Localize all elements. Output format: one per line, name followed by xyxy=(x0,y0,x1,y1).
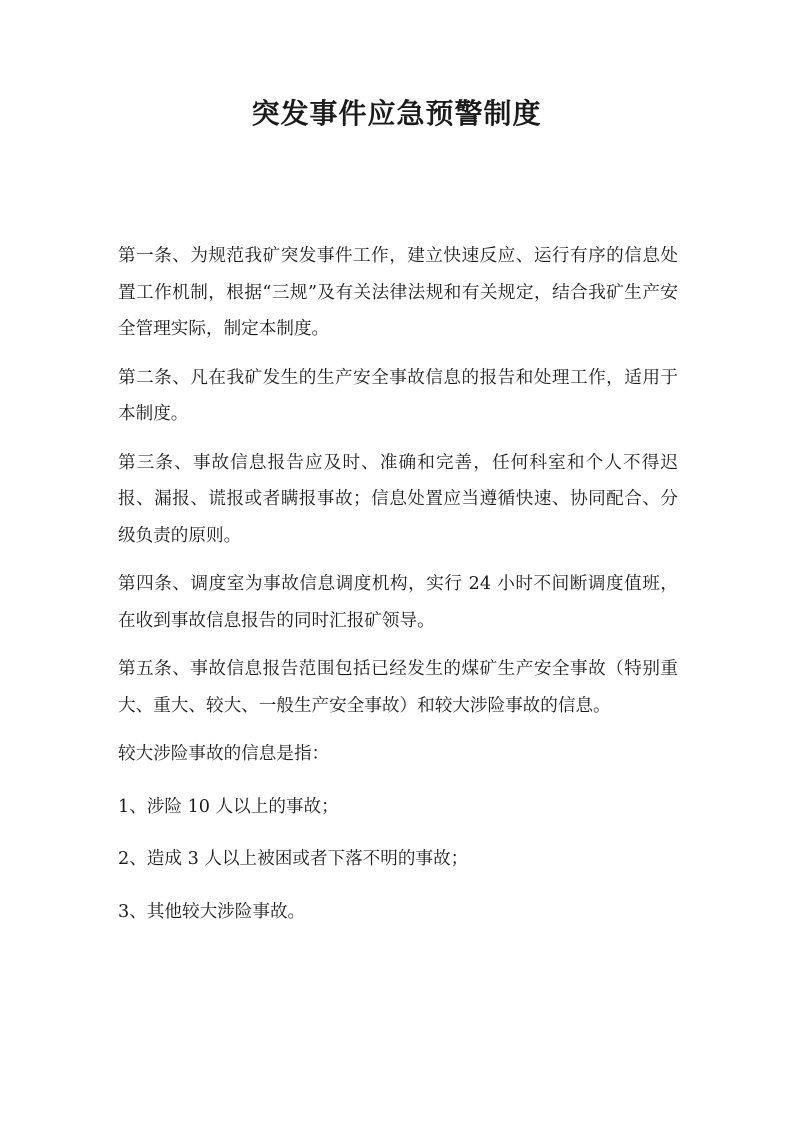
article-2: 第二条、凡在我矿发生的生产安全事故信息的报告和处理工作，适用于本制度。 xyxy=(118,367,678,424)
document-body xyxy=(118,238,678,946)
article-4: 第四条、调度室为事故信息调度机构，实行 24 小时不间断调度值班，在收到事故信息报告的同时汇报矿领导。 xyxy=(118,574,678,631)
article-5: 第五条、事故信息报告范围包括已经发生的煤矿生产安全事故（特别重大、重大、较大、一般生产安全事故）和较大涉险事故的信息。 xyxy=(118,659,678,716)
list-item-2: 2、造成 3 人以上被困或者下落不明的事故； xyxy=(118,849,469,869)
document-title: 突发事件应急预警制度 xyxy=(251,97,542,130)
list-intro: 较大涉险事故的信息是指： xyxy=(118,744,330,764)
article-1: 第一条、为规范我矿突发事件工作，建立快速反应、运行有序的信息处置工作机制，根据“三规”及有关法律法规和有关规定，结合我矿生产安全管理实际，制定本制度。 xyxy=(118,246,678,339)
article-3: 第三条、事故信息报告应及时、准确和完善，任何科室和个人不得迟报、漏报、谎报或者瞒报事故；信息处置应当遵循快速、协同配合、分级负责的原则。 xyxy=(118,452,678,546)
list-item-3: 3、其他较大涉险事故。 xyxy=(118,901,306,922)
list-item-1: 1、涉险 10 人以上的事故； xyxy=(118,796,339,817)
